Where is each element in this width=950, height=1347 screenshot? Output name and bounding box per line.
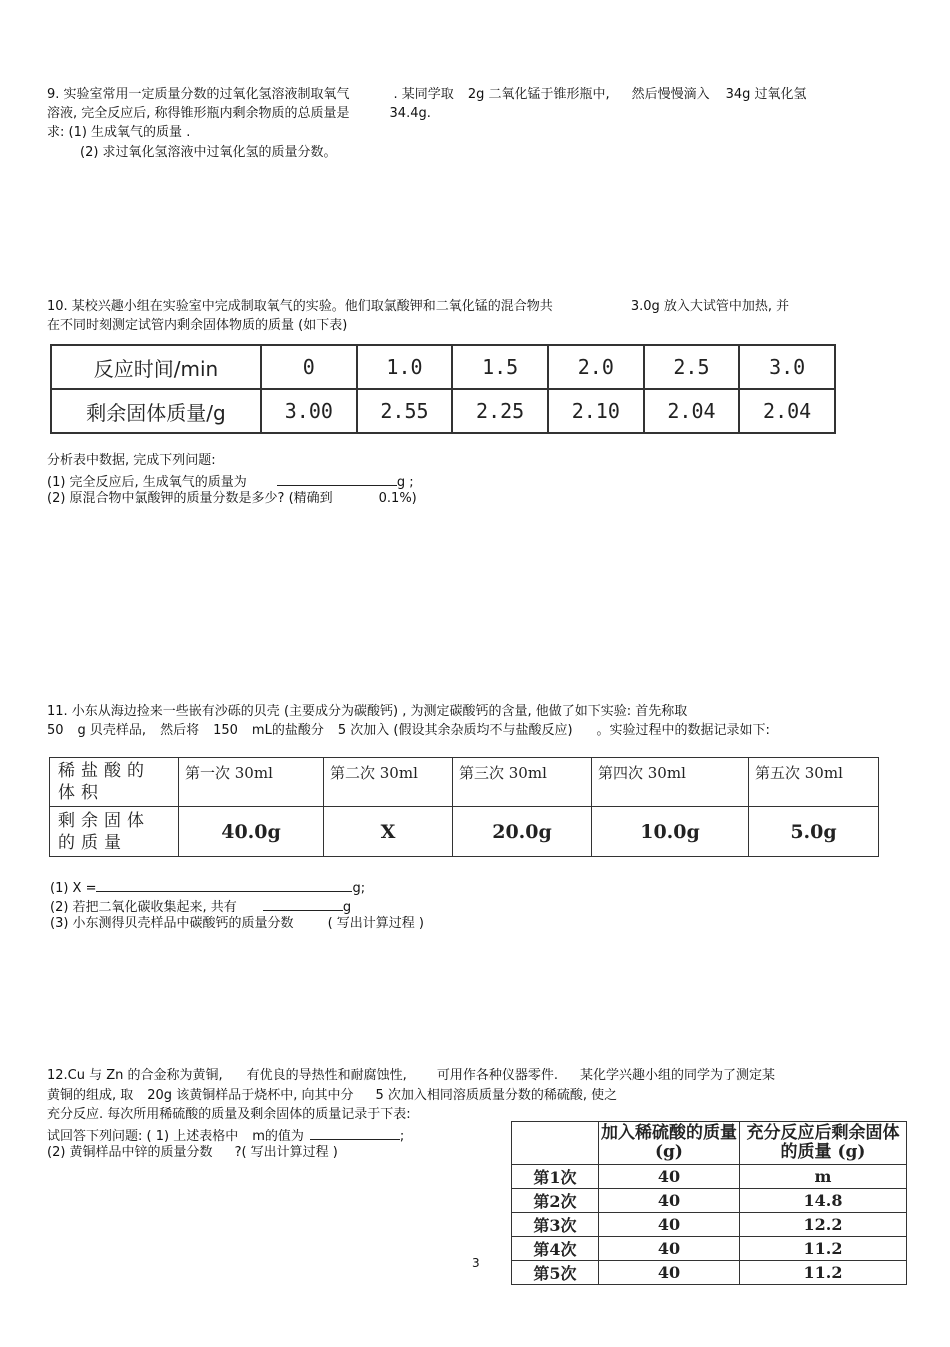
table-header: 加入稀硫酸的质量 (g) [599, 1122, 740, 1165]
table-row-label: 第3次 [512, 1213, 599, 1237]
table-cell: 11.2 [740, 1237, 907, 1261]
table-cell: 2.04 [739, 389, 835, 433]
table-cell: 2.5 [644, 345, 740, 389]
table-cell: 20.0g [453, 807, 592, 857]
table-header: 第四次 30ml [592, 758, 749, 807]
q12-text: 12.Cu 与 Zn 的合金称为黄铜, [47, 1068, 223, 1083]
q11-text: 50 [47, 723, 64, 738]
q12-text: ; [399, 1129, 405, 1144]
answer-blank[interactable] [310, 1125, 400, 1140]
q10-text: 0.1%) [378, 491, 417, 506]
q10-line4 [47, 471, 414, 492]
table-cell: 2.0 [548, 345, 644, 389]
q11-text: g 贝壳样品, [77, 723, 147, 738]
q11-text: ( 写出计算过程 ) [327, 916, 424, 931]
table-row [51, 389, 835, 433]
q11-line1: 11. 小东从海边捡来一些嵌有沙砾的贝壳 (主要成分为碳酸钙) , 为测定碳酸钙的含量, 他做了如下实验: 首先称取 [47, 704, 688, 719]
q9-text: 34g 过氧化氢 [725, 87, 807, 102]
q10-data-table [50, 344, 836, 434]
table-header: 第一次 30ml [179, 758, 324, 807]
table-header: 第二次 30ml [324, 758, 453, 807]
q12-line3: 充分反应. 每次所用稀硫酸的质量及剩余固体的质量记录于下表: [47, 1107, 411, 1122]
table-cell: 40.0g [179, 807, 324, 857]
q12-text: ?( 写出计算过程 ) [234, 1145, 338, 1160]
table-row [50, 807, 879, 857]
table-row-label: 第2次 [512, 1189, 599, 1213]
q11-text: (3) 小东测得贝壳样品中碳酸钙的质量分数 [50, 916, 294, 931]
table-row-label: 第4次 [512, 1237, 599, 1261]
q9-text: 然后慢慢滴入 [631, 87, 710, 102]
q12-line1 [47, 1067, 775, 1085]
table-row-label: 第1次 [512, 1165, 599, 1189]
table-row [512, 1122, 907, 1165]
q9-text: . 某同学取 [393, 87, 454, 102]
q10-line3: 分析表中数据, 完成下列问题: [47, 453, 216, 468]
q9-line3: 求: (1) 生成氧气的质量 . [47, 125, 191, 140]
q11-text: 5 次加入 (假设其余杂质均不与盐酸反应) [337, 723, 573, 738]
q12-text: 试回答下列问题: ( 1) 上述表格中 [47, 1129, 239, 1144]
q9-text: 9. 实验室常用一定质量分数的过氧化氢溶液制取氧气 [47, 87, 350, 102]
q11-text: (1) X = [50, 881, 97, 896]
table-cell: 40 [599, 1165, 740, 1189]
q11-text: g; [352, 881, 366, 896]
table-cell: 40 [599, 1261, 740, 1285]
table-row [512, 1189, 907, 1213]
q12-data-table [511, 1121, 907, 1285]
table-cell: 40 [599, 1237, 740, 1261]
q12-text: 可用作各种仪器零件. [436, 1068, 558, 1083]
table-cell: 1.5 [452, 345, 548, 389]
q12-text: (2) 黄铜样品中锌的质量分数 [47, 1145, 213, 1160]
q11-text: 150 [213, 723, 238, 738]
q12-text: 20g 该黄铜样品于烧杯中, 向其中分 [147, 1088, 354, 1103]
table-cell: 3.0 [739, 345, 835, 389]
table-row [512, 1261, 907, 1285]
q10-text: (1) 完全反应后, 生成氧气的质量为 [47, 475, 247, 490]
table-header: 第五次 30ml [749, 758, 879, 807]
table-row [50, 758, 879, 807]
table-cell: 2.10 [548, 389, 644, 433]
q11-text: mL的盐酸分 [251, 723, 324, 738]
q9-line1 [47, 86, 807, 104]
q11-line3 [50, 877, 365, 898]
table-row-label: 反应时间/min [51, 345, 261, 389]
q12-line4 [47, 1125, 404, 1146]
table-cell: 10.0g [592, 807, 749, 857]
q9-text: 2g 二氧化锰于锥形瓶中, [467, 87, 610, 102]
q12-text: 黄铜的组成, 取 [47, 1088, 134, 1103]
table-cell: 40 [599, 1189, 740, 1213]
q9-line4: (2) 求过氧化氢溶液中过氧化氢的质量分数。 [80, 145, 337, 160]
q9-text: 34.4g. [389, 106, 431, 121]
q10-line5 [47, 490, 417, 508]
q12-text: m的值为 [252, 1129, 304, 1144]
q11-text: 然后将 [160, 723, 200, 738]
table-cell: 5.0g [749, 807, 879, 857]
table-cell: 2.55 [357, 389, 453, 433]
q11-text: (2) 若把二氧化碳收集起来, 共有 [50, 900, 237, 915]
q12-text: 5 次加入相同溶质质量分数的稀硫酸, 使之 [375, 1088, 618, 1103]
page-number: 3 [472, 1256, 480, 1270]
q10-text: (2) 原混合物中氯酸钾的质量分数是多少? (精确到 [47, 491, 333, 506]
table-row [512, 1165, 907, 1189]
answer-blank[interactable] [96, 877, 352, 892]
q10-text: 3.0g 放入大试管中加热, 并 [630, 299, 790, 314]
table-row-label: 第5次 [512, 1261, 599, 1285]
table-header: 充分反应后剩余固体的质量 (g) [740, 1122, 907, 1165]
table-corner [512, 1122, 599, 1165]
q11-text: 。实验过程中的数据记录如下: [596, 723, 770, 738]
answer-blank[interactable] [263, 896, 343, 911]
q10-text: 10. 某校兴趣小组在实验室中完成制取氧气的实验。他们取氯酸钾和二氧化锰的混合物共 [47, 299, 553, 314]
q11-line2 [47, 722, 770, 740]
table-cell: 2.25 [452, 389, 548, 433]
table-cell: 11.2 [740, 1261, 907, 1285]
q12-line2 [47, 1087, 617, 1105]
table-header: 第三次 30ml [453, 758, 592, 807]
answer-blank[interactable] [277, 471, 397, 486]
table-row [512, 1237, 907, 1261]
table-row [512, 1213, 907, 1237]
table-cell: 3.00 [261, 389, 357, 433]
q9-line2 [47, 105, 431, 123]
q11-line5 [50, 915, 424, 933]
q10-line2: 在不同时刻测定试管内剩余固体物质的质量 (如下表) [47, 318, 348, 333]
q12-line5 [47, 1144, 338, 1162]
table-cell: 40 [599, 1213, 740, 1237]
q9-text: 溶液, 完全反应后, 称得锥形瓶内剩余物质的总质量是 [47, 106, 350, 121]
table-cell: m [740, 1165, 907, 1189]
table-row [51, 345, 835, 389]
q12-text: 某化学兴趣小组的同学为了测定某 [579, 1068, 775, 1083]
table-cell: 1.0 [357, 345, 453, 389]
table-cell: 2.04 [644, 389, 740, 433]
table-row-label: 剩余固体质量/g [51, 389, 261, 433]
q10-line1 [47, 298, 789, 316]
table-row-label: 稀盐酸的体积 [50, 758, 179, 807]
table-row-label: 剩余固体的质量 [50, 807, 179, 857]
q11-data-table [49, 757, 879, 857]
q10-text: g ; [396, 475, 414, 490]
q11-text: g [342, 900, 352, 915]
table-cell: 12.2 [740, 1213, 907, 1237]
table-cell: 14.8 [740, 1189, 907, 1213]
q12-text: 有优良的导热性和耐腐蚀性, [246, 1068, 407, 1083]
q11-line4 [50, 896, 351, 917]
table-cell: 0 [261, 345, 357, 389]
table-cell: X [324, 807, 453, 857]
